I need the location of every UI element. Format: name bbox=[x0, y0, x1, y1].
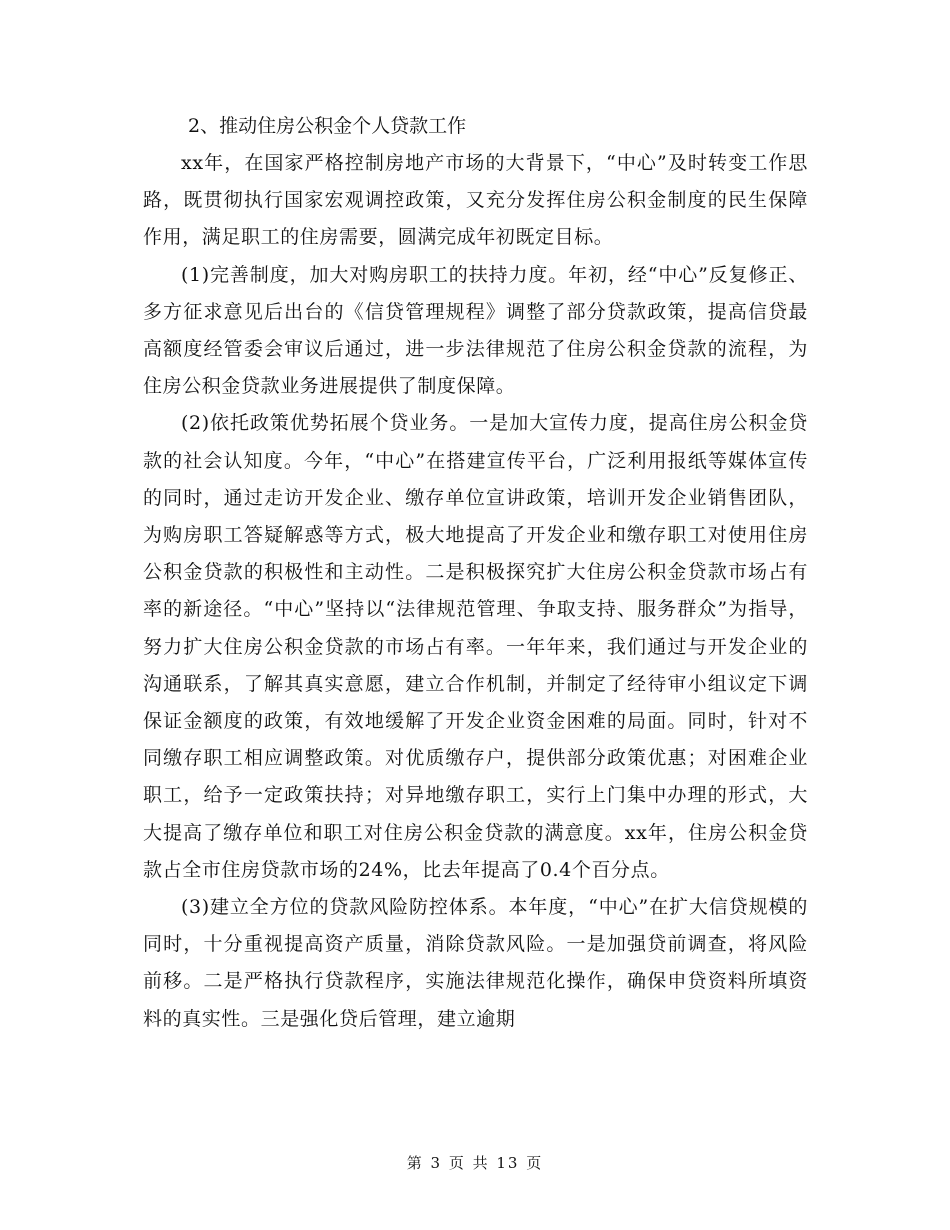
section-heading: 2、推动住房公积金个人贷款工作 bbox=[188, 115, 467, 137]
paragraph-item-3: (3)建立全方位的贷款风险防控体系。本年度，“中心”在扩大信贷规模的同时，十分重视提高资产质量，消除贷款风险。一是加强贷前调查，将风险前移。二是严格执行贷款程序，实施法律规范化操作，确保申贷资料所填资料的真实性。三是强化贷后管理，建立逾期 bbox=[143, 896, 808, 1030]
paragraph-item-2: (2)依托政策优势拓展个贷业务。一是加大宣传力度，提高住房公积金贷款的社会认知度。今年，“中心”在搭建宣传平台，广泛利用报纸等媒体宣传的同时，通过走访开发企业、缴存单位宣讲政策，培训开发企业销售团队，为购房职工答疑解惑等方式，极大地提高了开发企业和缴存职工对使用住房公积金贷款的积极性和主动性。二是积极探究扩大住房公积金贷款市场占有率的新途径。“中心”坚持以“法律规范管理、争取支持、服务群众”为指导，努力扩大住房公积金贷款的市场占有率。一年年来，我们通过与开发企业的沟通联系，了解其真实意愿，建立合作机制，并制定了经待审小组议定下调保证金额度的政策，有效地缓解了开发企业资金困难的局面。同时，针对不同缴存职工相应调整政策。对优质缴存户，提供部分政策优惠；对困难企业职工，给予一定政策扶持；对异地缴存职工，实行上门集中办理的形式，大大提高了缴存单位和职工对住房公积金贷款的满意度。xx年，住房公积金贷款占全市住房贷款市场的24%，比去年提高了0.4个百分点。 bbox=[143, 412, 808, 881]
paragraph-intro: xx年，在国家严格控制房地产市场的大背景下，“中心”及时转变工作思路，既贯彻执行国家宏观调控政策，又充分发挥住房公积金制度的民生保障作用，满足职工的住房需要，圆满完成年初既定目标。 bbox=[143, 152, 808, 249]
paragraph-item-1: (1)完善制度，加大对购房职工的扶持力度。年初，经“中心”反复修正、多方征求意见后出台的《信贷管理规程》调整了部分贷款政策，提高信贷最高额度经管委会审议后通过，进一步法律规范了住房公积金贷款的流程，为住房公积金贷款业务进展提供了制度保障。 bbox=[143, 263, 808, 398]
document-body bbox=[143, 108, 808, 1038]
page-number-footer: 第 3 页 共 13 页 bbox=[406, 1154, 544, 1172]
